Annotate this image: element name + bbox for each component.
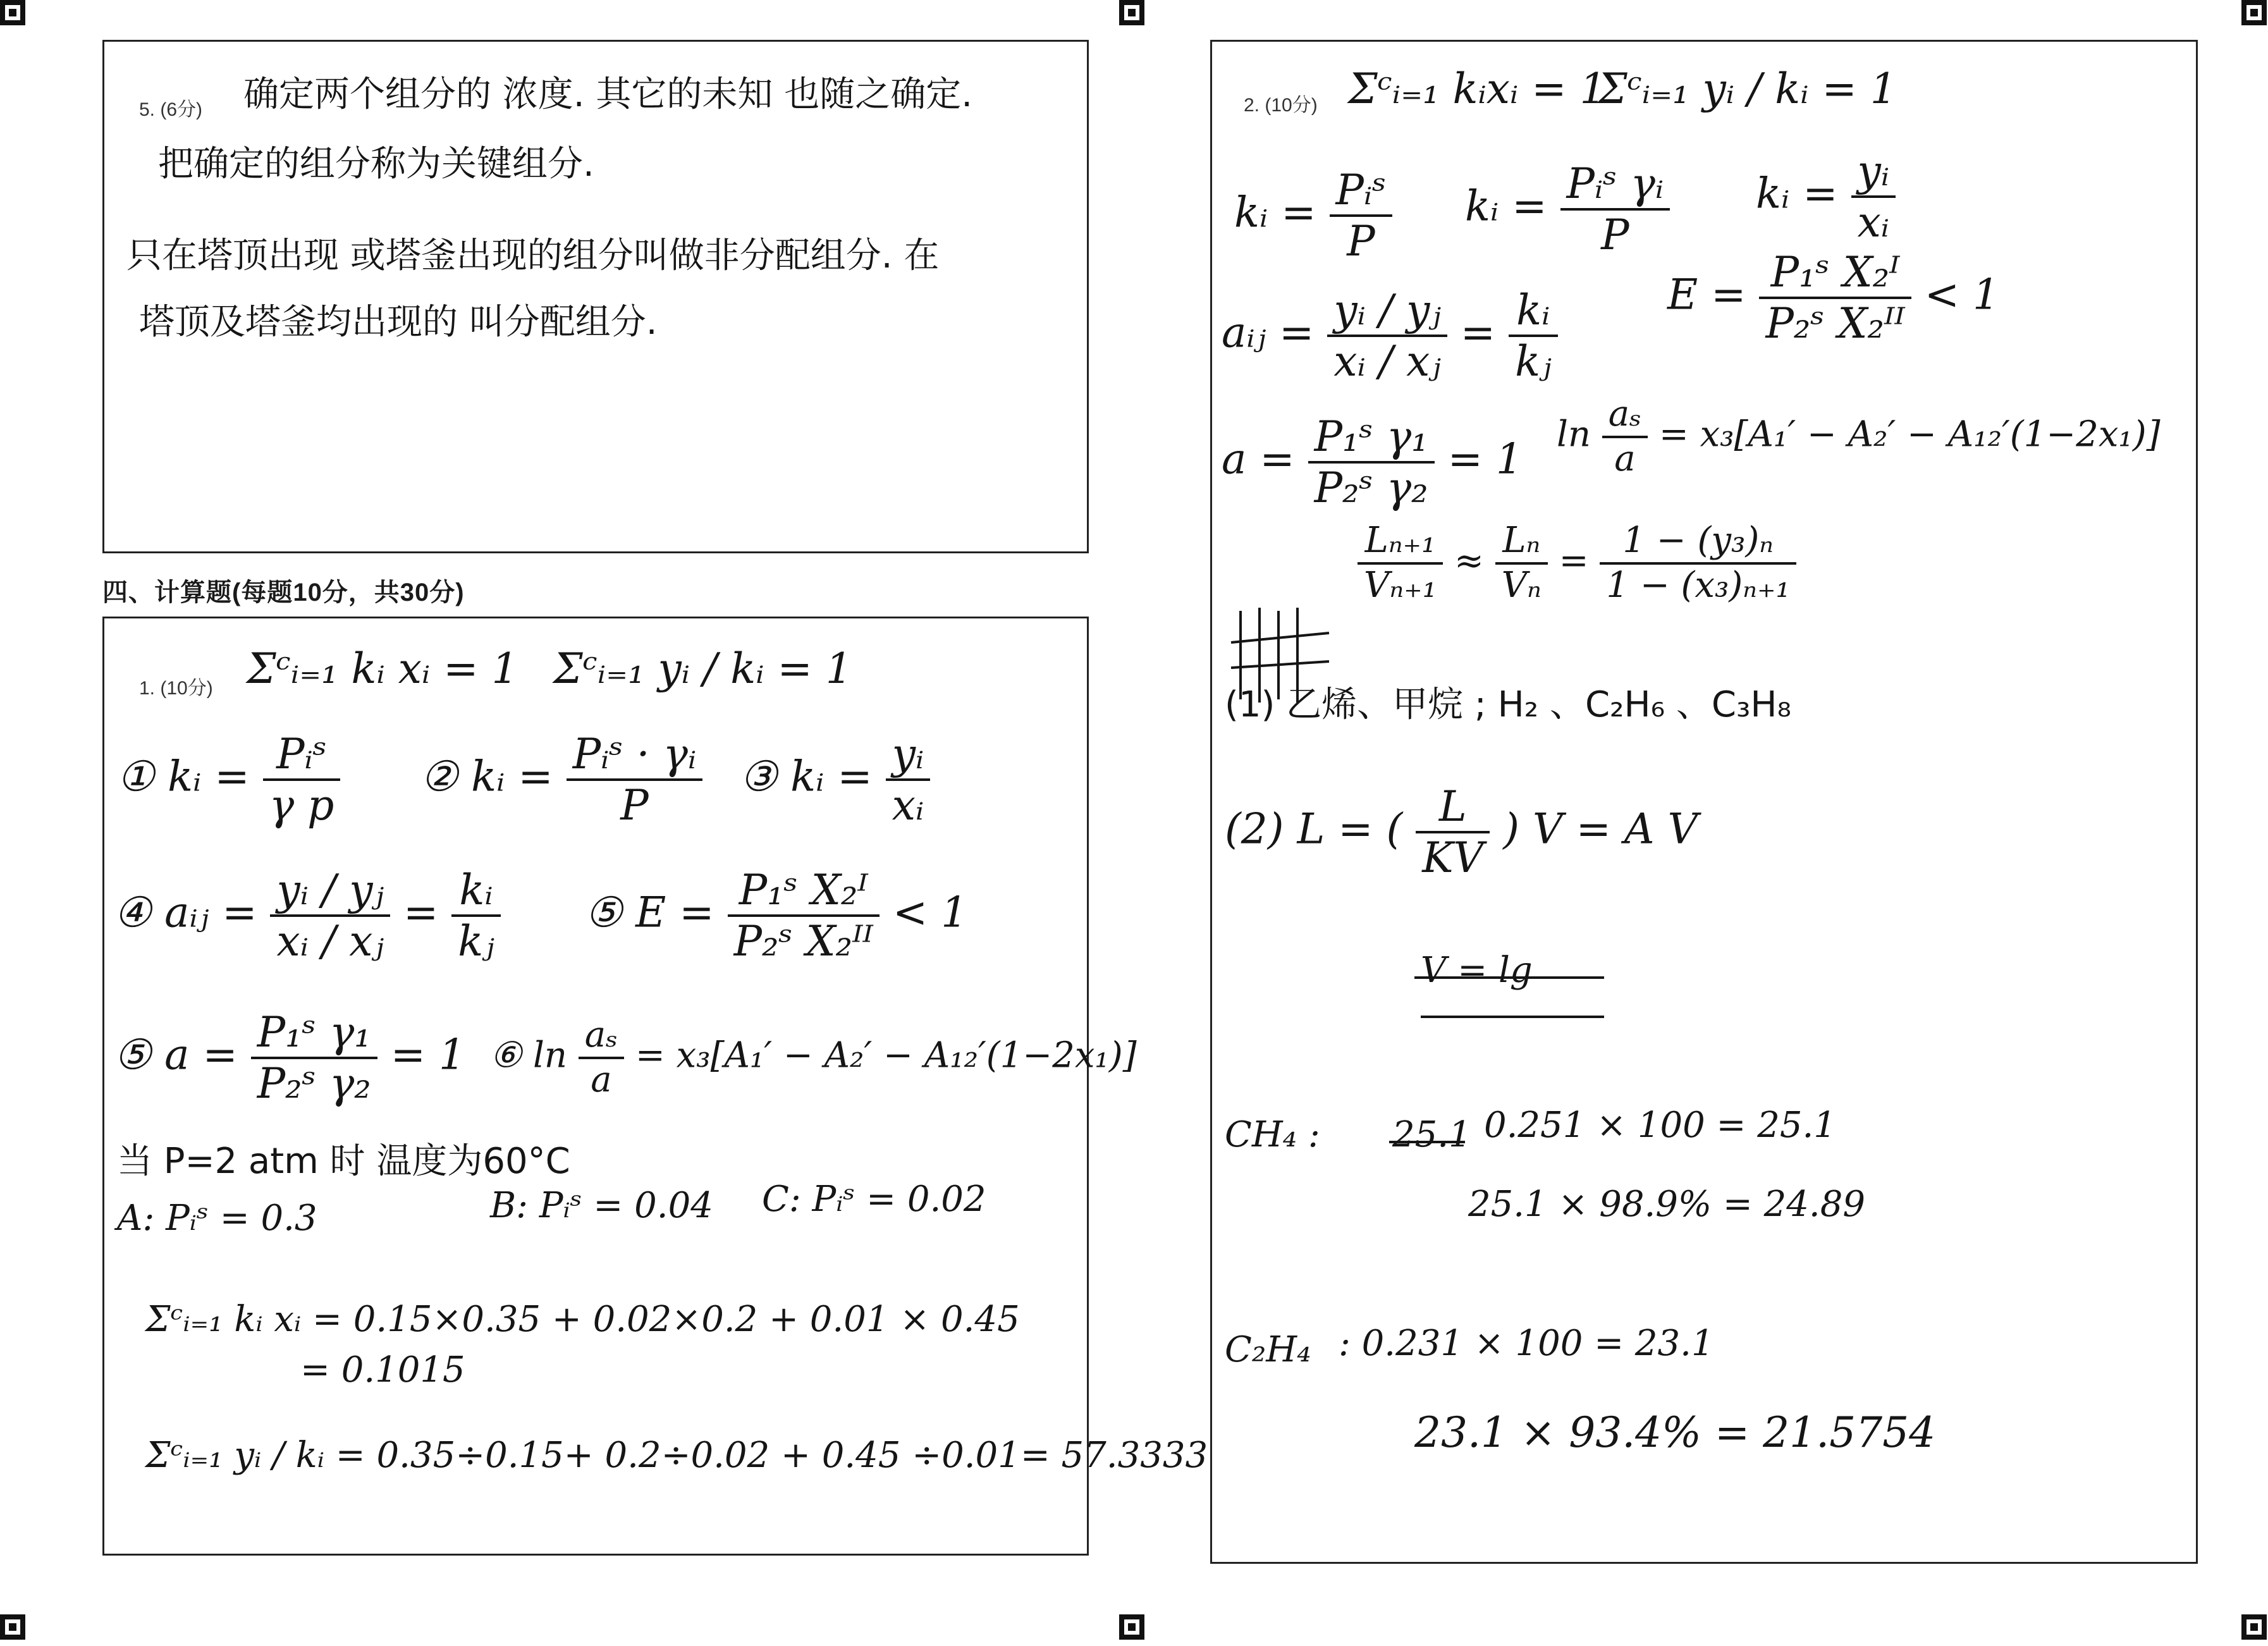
condition-line: 当 P=2 atm 时 温度为60°C bbox=[117, 1141, 570, 1182]
approx-sign: ≈ bbox=[1454, 540, 1484, 582]
equation-suffix: = 1 bbox=[390, 1030, 466, 1079]
denominator: 1 − (x₃)ₙ₊₁ bbox=[1606, 564, 1790, 606]
value-a: A: Pᵢˢ = 0.3 bbox=[117, 1198, 317, 1239]
fraction bbox=[1759, 250, 1911, 346]
denominator: KV bbox=[1422, 833, 1484, 883]
equation-suffix: < 1 bbox=[892, 888, 968, 937]
equation-prefix: kᵢ = bbox=[1234, 188, 1316, 237]
fraction bbox=[270, 868, 389, 964]
equation-prefix: ⑥ ln bbox=[490, 1035, 567, 1076]
corner-marker-top-left bbox=[0, 0, 25, 25]
equals-sign: = bbox=[1559, 540, 1589, 582]
equation-prefix: ln bbox=[1557, 414, 1591, 455]
corner-marker-bottom-right bbox=[2241, 1614, 2267, 1640]
equation-k-2 bbox=[420, 732, 702, 828]
numerator: Lₙ bbox=[1495, 522, 1548, 565]
ch4-calc-1: 0.251 × 100 = 25.1 bbox=[1484, 1105, 1836, 1146]
equation-ln bbox=[1557, 393, 2161, 479]
numerator: yᵢ bbox=[1851, 149, 1896, 198]
equation-sum-yk: Σᶜᵢ₌₁ yᵢ / kᵢ = 1 bbox=[1598, 64, 1897, 113]
value-b: B: Pᵢˢ = 0.04 bbox=[490, 1185, 713, 1226]
denominator: xᵢ / xⱼ bbox=[276, 917, 384, 966]
numerator: L bbox=[1416, 785, 1490, 833]
denominator: xᵢ bbox=[1857, 198, 1890, 247]
equation-prefix: aᵢⱼ = bbox=[1222, 308, 1315, 357]
denominator: P₂ˢ γ₂ bbox=[1314, 464, 1428, 513]
handwritten-line: 塔顶及塔釜均出现的 叫分配组分. bbox=[139, 302, 658, 343]
numerator: yᵢ bbox=[886, 732, 931, 781]
strike-line bbox=[1421, 1016, 1604, 1018]
numerator: P₁ˢ γ₁ bbox=[251, 1010, 377, 1059]
handwritten-line: 把确定的组分称为关键组分. bbox=[158, 144, 594, 185]
numerator: Pᵢˢ bbox=[1330, 168, 1393, 217]
equation-sum-kx: Σᶜᵢ₌₁ kᵢxᵢ = 1 bbox=[1348, 64, 1607, 113]
equation-prefix: kᵢ = bbox=[1756, 169, 1838, 218]
question-label: 5. (6分) bbox=[139, 99, 203, 120]
equation-prefix: a = bbox=[1222, 434, 1295, 484]
denominator: γ p bbox=[269, 781, 334, 830]
equation-prefix: E = bbox=[1667, 270, 1746, 319]
section-heading: 四、计算题(每题10分，共30分) bbox=[102, 579, 465, 606]
equation-k-3 bbox=[1756, 149, 1896, 245]
equation-relative-volatility bbox=[1222, 288, 1558, 384]
equation-e bbox=[1667, 250, 1999, 346]
equation-e bbox=[585, 868, 967, 964]
fraction bbox=[579, 1014, 624, 1100]
equation-prefix: ⑤ E = bbox=[585, 888, 714, 937]
numerator: Lₙ₊₁ bbox=[1358, 522, 1443, 565]
equation-k-2 bbox=[1465, 159, 1670, 260]
fraction bbox=[1308, 412, 1435, 513]
answer-box-q1 bbox=[102, 617, 1208, 1556]
equation-k-3 bbox=[740, 732, 930, 828]
equation-ratio bbox=[1358, 522, 1796, 605]
corner-marker-top-right bbox=[2241, 0, 2267, 25]
center-marker-top bbox=[1119, 0, 1144, 25]
fraction bbox=[251, 1008, 377, 1109]
numerator: 1 − (y₃)ₙ bbox=[1600, 522, 1796, 565]
equation-suffix: = x₃[A₁′ − A₂′ − A₁₂′(1−2x₁)] bbox=[635, 1035, 1137, 1076]
equation-ln bbox=[490, 1014, 1137, 1100]
denominator: a bbox=[1614, 438, 1636, 479]
equation-prefix: kᵢ = bbox=[1465, 181, 1547, 231]
equation-sum-kx: Σᶜᵢ₌₁ kᵢ xᵢ = 1 bbox=[247, 644, 518, 693]
value-c: C: Pᵢˢ = 0.02 bbox=[762, 1179, 986, 1220]
numerator: aₛ bbox=[1602, 396, 1648, 438]
denominator: P₂ˢ X₂ᴵᴵ bbox=[733, 917, 873, 966]
fraction bbox=[1600, 522, 1796, 605]
equation-prefix: (2) L = ( bbox=[1225, 804, 1403, 854]
strike-line bbox=[1414, 976, 1604, 979]
numerator: aₛ bbox=[579, 1017, 624, 1059]
c2h4-calc-1: : 0.231 × 100 = 23.1 bbox=[1339, 1323, 1714, 1364]
numerator: kᵢ bbox=[451, 868, 500, 917]
equation-prefix: ④ aᵢⱼ = bbox=[114, 888, 257, 937]
fraction bbox=[1509, 288, 1557, 384]
numerator: P₁ˢ γ₁ bbox=[1308, 415, 1435, 464]
denominator: kⱼ bbox=[458, 917, 494, 966]
fraction bbox=[451, 868, 500, 964]
equation-prefix: ① kᵢ = bbox=[117, 752, 250, 801]
numerator: yᵢ / yⱼ bbox=[270, 868, 389, 917]
equation-prefix: ③ kᵢ = bbox=[740, 752, 873, 801]
fraction bbox=[1495, 522, 1548, 605]
equation-suffix: = 1 bbox=[1447, 434, 1523, 484]
denominator: P bbox=[620, 781, 649, 830]
equation-prefix: ⑤ a = bbox=[114, 1030, 238, 1079]
denominator: P bbox=[1601, 211, 1629, 260]
fraction bbox=[567, 732, 703, 828]
denominator: Vₙ bbox=[1501, 564, 1542, 606]
equation-alpha bbox=[1222, 412, 1523, 513]
strike-line bbox=[1389, 1141, 1465, 1143]
equation-k-1 bbox=[1234, 168, 1392, 264]
numerator: kᵢ bbox=[1509, 288, 1557, 337]
fraction bbox=[1602, 393, 1648, 479]
numerator: Pᵢˢ bbox=[263, 732, 341, 781]
answer-box-q5 bbox=[102, 40, 1089, 553]
equation-alpha bbox=[114, 1008, 466, 1109]
handwritten-line: 只在塔顶出现 或塔釜出现的组分叫做非分配组分. 在 bbox=[126, 235, 940, 276]
numerator: Pᵢˢ · γᵢ bbox=[567, 732, 703, 781]
fraction bbox=[1560, 159, 1670, 260]
equals-sign: = bbox=[403, 888, 439, 937]
answer-part-1: (1) 乙烯、甲烷 ; H₂ 、C₂H₆ 、C₃H₈ bbox=[1225, 684, 1791, 725]
denominator: kⱼ bbox=[1515, 337, 1552, 386]
question-label: 1. (10分) bbox=[139, 678, 213, 699]
corner-marker-bottom-left bbox=[0, 1614, 25, 1640]
c2h4-calc-2: 23.1 × 93.4% = 21.5754 bbox=[1414, 1408, 1936, 1457]
equation-suffix: = x₃[A₁′ − A₂′ − A₁₂′(1−2x₁)] bbox=[1658, 414, 2161, 455]
struck-out-text: V = lg bbox=[1421, 950, 1533, 991]
equals-sign: = bbox=[1460, 308, 1496, 357]
fraction bbox=[886, 732, 931, 828]
fraction bbox=[728, 868, 880, 964]
handwritten-line: 确定两个组分的 浓度. 其它的未知 也随之确定. bbox=[243, 74, 973, 115]
denominator: Vₙ₊₁ bbox=[1364, 564, 1437, 606]
fraction bbox=[1416, 782, 1490, 883]
equation-suffix: ) V = A V bbox=[1503, 804, 1698, 854]
denominator: xᵢ / xⱼ bbox=[1333, 337, 1441, 386]
equation-suffix: < 1 bbox=[1924, 270, 2000, 319]
numerator: yᵢ / yⱼ bbox=[1327, 288, 1447, 337]
calculation-sum-kx: Σᶜᵢ₌₁ kᵢ xᵢ = 0.15×0.35 + 0.02×0.2 + 0.01 × 0.45 bbox=[145, 1299, 1020, 1340]
numerator: P₁ˢ X₂ᴵ bbox=[1759, 250, 1911, 299]
fraction bbox=[1327, 288, 1447, 384]
answer-box-q2 bbox=[1210, 40, 2198, 1564]
denominator: P bbox=[1347, 217, 1375, 266]
ch4-label: CH₄ : bbox=[1225, 1114, 1320, 1155]
calculation-sum-kx-result: = 0.1015 bbox=[300, 1349, 465, 1391]
equation-sum-yk: Σᶜᵢ₌₁ yᵢ / kᵢ = 1 bbox=[553, 644, 852, 693]
denominator: P₂ˢ γ₂ bbox=[257, 1059, 371, 1109]
fraction bbox=[1330, 168, 1393, 264]
fraction bbox=[1358, 522, 1443, 605]
answer-part-2 bbox=[1225, 782, 1698, 883]
ch4-struck-value: 25.1 bbox=[1392, 1114, 1471, 1155]
calculation-sum-yk: Σᶜᵢ₌₁ yᵢ / kᵢ = 0.35÷0.15+ 0.2÷0.02 + 0.45 ÷0.01= 57.3333 bbox=[145, 1435, 1208, 1476]
equation-k-1 bbox=[117, 732, 340, 828]
c2h4-label: C₂H₄ bbox=[1225, 1329, 1311, 1370]
fraction bbox=[263, 732, 341, 828]
denominator: P₂ˢ X₂ᴵᴵ bbox=[1765, 299, 1905, 348]
numerator: Pᵢˢ γᵢ bbox=[1560, 162, 1670, 211]
numerator: P₁ˢ X₂ᴵ bbox=[728, 868, 880, 917]
equation-prefix: ② kᵢ = bbox=[420, 752, 553, 801]
denominator: xᵢ bbox=[892, 781, 924, 830]
equation-relative-volatility bbox=[114, 868, 501, 964]
denominator: a bbox=[591, 1059, 612, 1100]
center-marker-bottom bbox=[1119, 1614, 1144, 1640]
question-label: 2. (10分) bbox=[1244, 95, 1318, 116]
ch4-calc-2: 25.1 × 98.9% = 24.89 bbox=[1468, 1184, 1865, 1225]
fraction bbox=[1851, 149, 1896, 245]
